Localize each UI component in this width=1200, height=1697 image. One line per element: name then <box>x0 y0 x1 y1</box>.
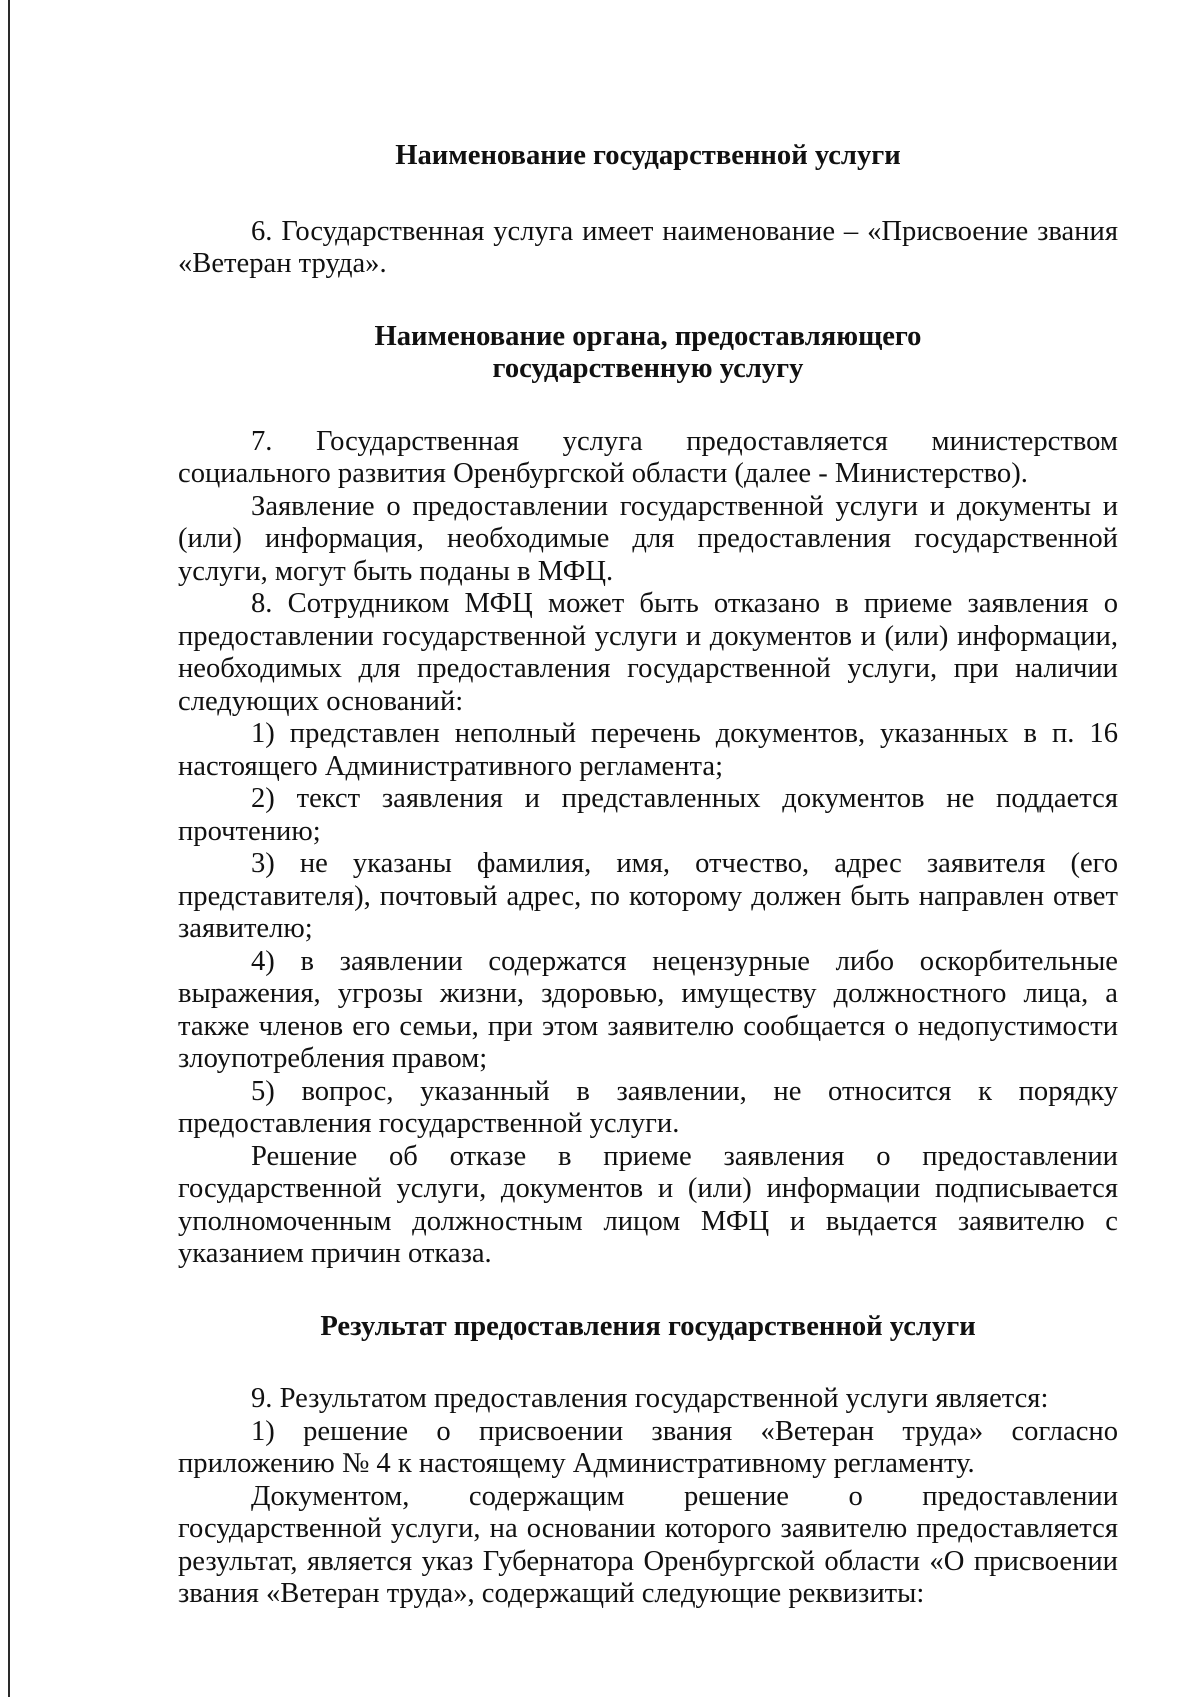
list-item-refusal-2: 2) текст заявления и представленных документов не поддается прочтению; <box>178 783 1118 847</box>
paragraph-refusal-decision: Решение об отказе в приеме заявления о предоставлении государственной услуги, документов и (или) информации подписывается уполномоченным должностным лицом МФЦ и выдается заявителю с указанием причин отказа. <box>178 1140 1118 1269</box>
paragraph-8: 8. Сотрудником МФЦ может быть отказано в приеме заявления о предоставлении государственной услуги и документов и (или) информации, необходимых для предоставления государственной услуги, при наличии следующих оснований: <box>178 588 1118 717</box>
paragraph-6: 6. Государственная услуга имеет наименование – «Присвоение звания «Ветеран труда». <box>178 215 1118 279</box>
list-item-result-1: 1) решение о присвоении звания «Ветеран труда» согласно приложению № 4 к настоящему Административному регламенту. <box>178 1415 1118 1479</box>
section-heading-authority-line1: Наименование органа, предоставляющего <box>374 320 922 352</box>
section-heading-result: Результат предоставления государственной услуги <box>320 1310 976 1342</box>
document-body <box>178 140 1118 1611</box>
paragraph-7-mfc: Заявление о предоставлении государственной услуги и документы и (или) информация, необходимые для предоставления государственной услуги, могут быть поданы в МФЦ. <box>178 490 1118 587</box>
paragraph-7: 7. Государственная услуга предоставляется министерством социального развития Оренбургской области (далее - Министерство). <box>178 425 1118 489</box>
paragraph-9: 9. Результатом предоставления государственной услуги является: <box>251 1383 1049 1414</box>
list-item-refusal-5: 5) вопрос, указанный в заявлении, не относится к порядку предоставления государственной услуги. <box>178 1075 1118 1139</box>
scan-left-edge-line <box>8 0 10 1697</box>
list-item-refusal-4: 4) в заявлении содержатся нецензурные либо оскорбительные выражения, угрозы жизни, здоровью, имуществу должностного лица, а также членов его семьи, при этом заявителю сообщается о недопустимости злоупотребления правом; <box>178 945 1118 1074</box>
list-item-refusal-1: 1) представлен неполный перечень документов, указанных в п. 16 настоящего Административного регламента; <box>178 718 1118 782</box>
list-item-refusal-3: 3) не указаны фамилия, имя, отчество, адрес заявителя (его представителя), почтовый адрес, по которому должен быть направлен ответ заявителю; <box>178 848 1118 944</box>
section-heading-service-name: Наименование государственной услуги <box>395 140 901 171</box>
section-heading-authority-line2: государственную услугу <box>492 353 804 384</box>
paragraph-result-document: Документом, содержащим решение о предоставлении государственной услуги, на основании которого заявителю предоставляется результат, является указ Губернатора Оренбургской области «О присвоении звания «Ветеран труда», содержащий следующие реквизиты: <box>178 1480 1118 1609</box>
